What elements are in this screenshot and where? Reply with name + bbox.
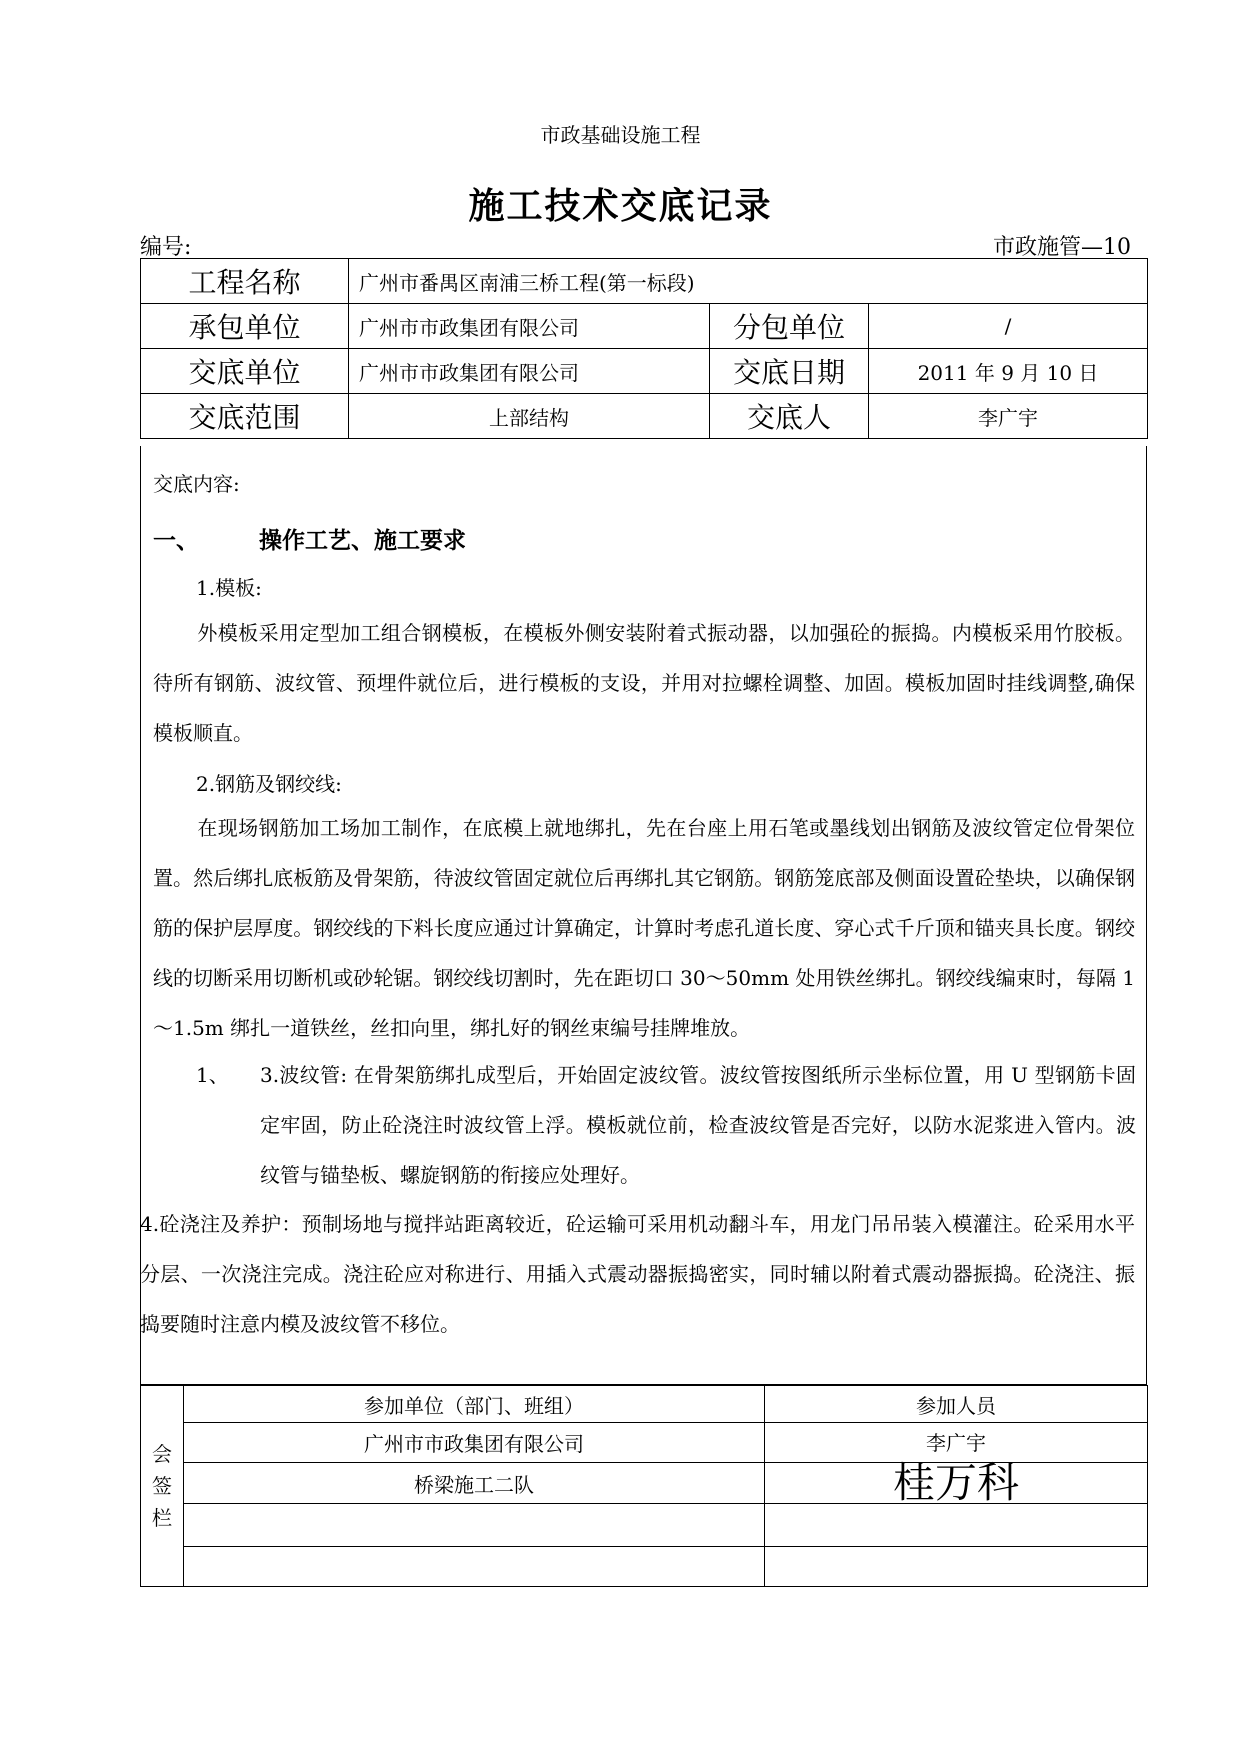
item3-number: 1、 bbox=[196, 1063, 229, 1087]
item2-text: 在现场钢筋加工场加工制作，在底模上就地绑扎，先在台座上用石笔或墨线划出钢筋及波纹管定位骨架位置。然后绑扎底板筋及骨架筋，待波纹管固定就位后再绑扎其它钢筋。钢筋笼底部及侧面设置砼垫块，以确保钢筋的保护层厚度。钢绞线的下料长度应通过计算确定，计算时考虑孔道长度、穿心式千斤顶和锚夹具长度。钢绞线的切断采用切断机或砂轮锯。钢绞线切割时，先在距切口 30～50mm 处用铁丝绑扎。钢绞线编束时，每隔 1～1.5m 绑扎一道铁丝，丝扣向里，绑扎好的钢丝束编号挂牌堆放。 bbox=[153, 816, 1135, 1040]
signoff-unit bbox=[184, 1547, 765, 1587]
signoff-col-unit: 参加单位（部门、班组） bbox=[184, 1386, 765, 1423]
number-label: 编号: bbox=[140, 235, 192, 260]
signoff-header-row bbox=[141, 1386, 1148, 1423]
signoff-unit bbox=[184, 1504, 765, 1547]
item4-paragraph bbox=[140, 1199, 1135, 1349]
scope-row bbox=[141, 394, 1148, 439]
subcontractor-label: 分包单位 bbox=[710, 304, 869, 349]
project-name-row bbox=[141, 259, 1148, 304]
signoff-person-signature: 桂万科 bbox=[765, 1463, 1148, 1504]
document-supertitle: 市政基础设施工程 bbox=[540, 123, 701, 147]
item2-paragraph bbox=[153, 803, 1135, 1053]
subcontractor-value: / bbox=[869, 304, 1148, 349]
project-name-label: 工程名称 bbox=[141, 259, 349, 304]
number-value: 市政施管—10 bbox=[993, 235, 1131, 260]
section-title: 操作工艺、施工要求 bbox=[259, 527, 466, 554]
signoff-row bbox=[141, 1504, 1148, 1547]
signoff-person bbox=[765, 1547, 1148, 1587]
contractor-row bbox=[141, 304, 1148, 349]
item3-text: 3.波纹管: 在骨架筋绑扎成型后，开始固定波纹管。波纹管按图纸所示坐标位置，用 U 型钢筋卡固定牢固，防止砼浇注时波纹管上浮。模板就位前，检查波纹管是否完好，以防水泥浆进入管内。波纹管与锚垫板、螺旋钢筋的衔接应处理好。 bbox=[260, 1063, 1136, 1187]
contractor-label: 承包单位 bbox=[141, 304, 349, 349]
signoff-person-signature: 李广宇 bbox=[765, 1423, 1148, 1463]
scope-value: 上部结构 bbox=[349, 394, 710, 439]
document-title: 施工技术交底记录 bbox=[468, 185, 773, 227]
signoff-table bbox=[140, 1385, 1148, 1587]
discloser-value: 李广宇 bbox=[869, 394, 1148, 439]
item1-text: 外模板采用定型加工组合钢模板，在模板外侧安装附着式振动器，以加强砼的振捣。内模板采用竹胶板。待所有钢筋、波纹管、预埋件就位后，进行模板的支设，并用对拉螺栓调整、加固。模板加固时挂线调整,确保模板顺直。 bbox=[153, 621, 1135, 745]
item3-paragraph bbox=[196, 1050, 1136, 1200]
scope-label: 交底范围 bbox=[141, 394, 349, 439]
signoff-unit: 广州市市政集团有限公司 bbox=[184, 1423, 765, 1463]
signoff-col-person: 参加人员 bbox=[765, 1386, 1148, 1423]
section-heading bbox=[153, 522, 466, 555]
signoff-side-label: 会签栏 bbox=[141, 1386, 184, 1587]
signoff-person bbox=[765, 1504, 1148, 1547]
discloser-label: 交底人 bbox=[710, 394, 869, 439]
signoff-unit: 桥梁施工二队 bbox=[184, 1463, 765, 1504]
item2-title: 2.钢筋及钢绞线: bbox=[196, 772, 342, 796]
signoff-row bbox=[141, 1547, 1148, 1587]
content-label: 交底内容: bbox=[153, 472, 240, 496]
item1-paragraph bbox=[153, 608, 1135, 758]
disclosure-unit-row bbox=[141, 349, 1148, 394]
project-info-table bbox=[140, 258, 1148, 439]
signoff-row bbox=[141, 1463, 1148, 1504]
disclosure-unit-label: 交底单位 bbox=[141, 349, 349, 394]
project-name-value: 广州市番禺区南浦三桥工程(第一标段) bbox=[349, 259, 1148, 304]
disclosure-unit-value: 广州市市政集团有限公司 bbox=[349, 349, 710, 394]
signoff-row bbox=[141, 1423, 1148, 1463]
item1-title: 1.模板: bbox=[196, 576, 262, 600]
item4-text: 4.砼浇注及养护：预制场地与搅拌站距离较近，砼运输可采用机动翻斗车，用龙门吊吊装入模灌注。砼采用水平分层、一次浇注完成。浇注砼应对称进行、用插入式震动器振捣密实，同时辅以附着式震动器振捣。砼浇注、振捣要随时注意内模及波纹管不移位。 bbox=[140, 1212, 1135, 1336]
section-number: 一、 bbox=[153, 527, 199, 554]
disclosure-date-value: 2011 年 9 月 10 日 bbox=[869, 349, 1148, 394]
disclosure-date-label: 交底日期 bbox=[710, 349, 869, 394]
contractor-value: 广州市市政集团有限公司 bbox=[349, 304, 710, 349]
